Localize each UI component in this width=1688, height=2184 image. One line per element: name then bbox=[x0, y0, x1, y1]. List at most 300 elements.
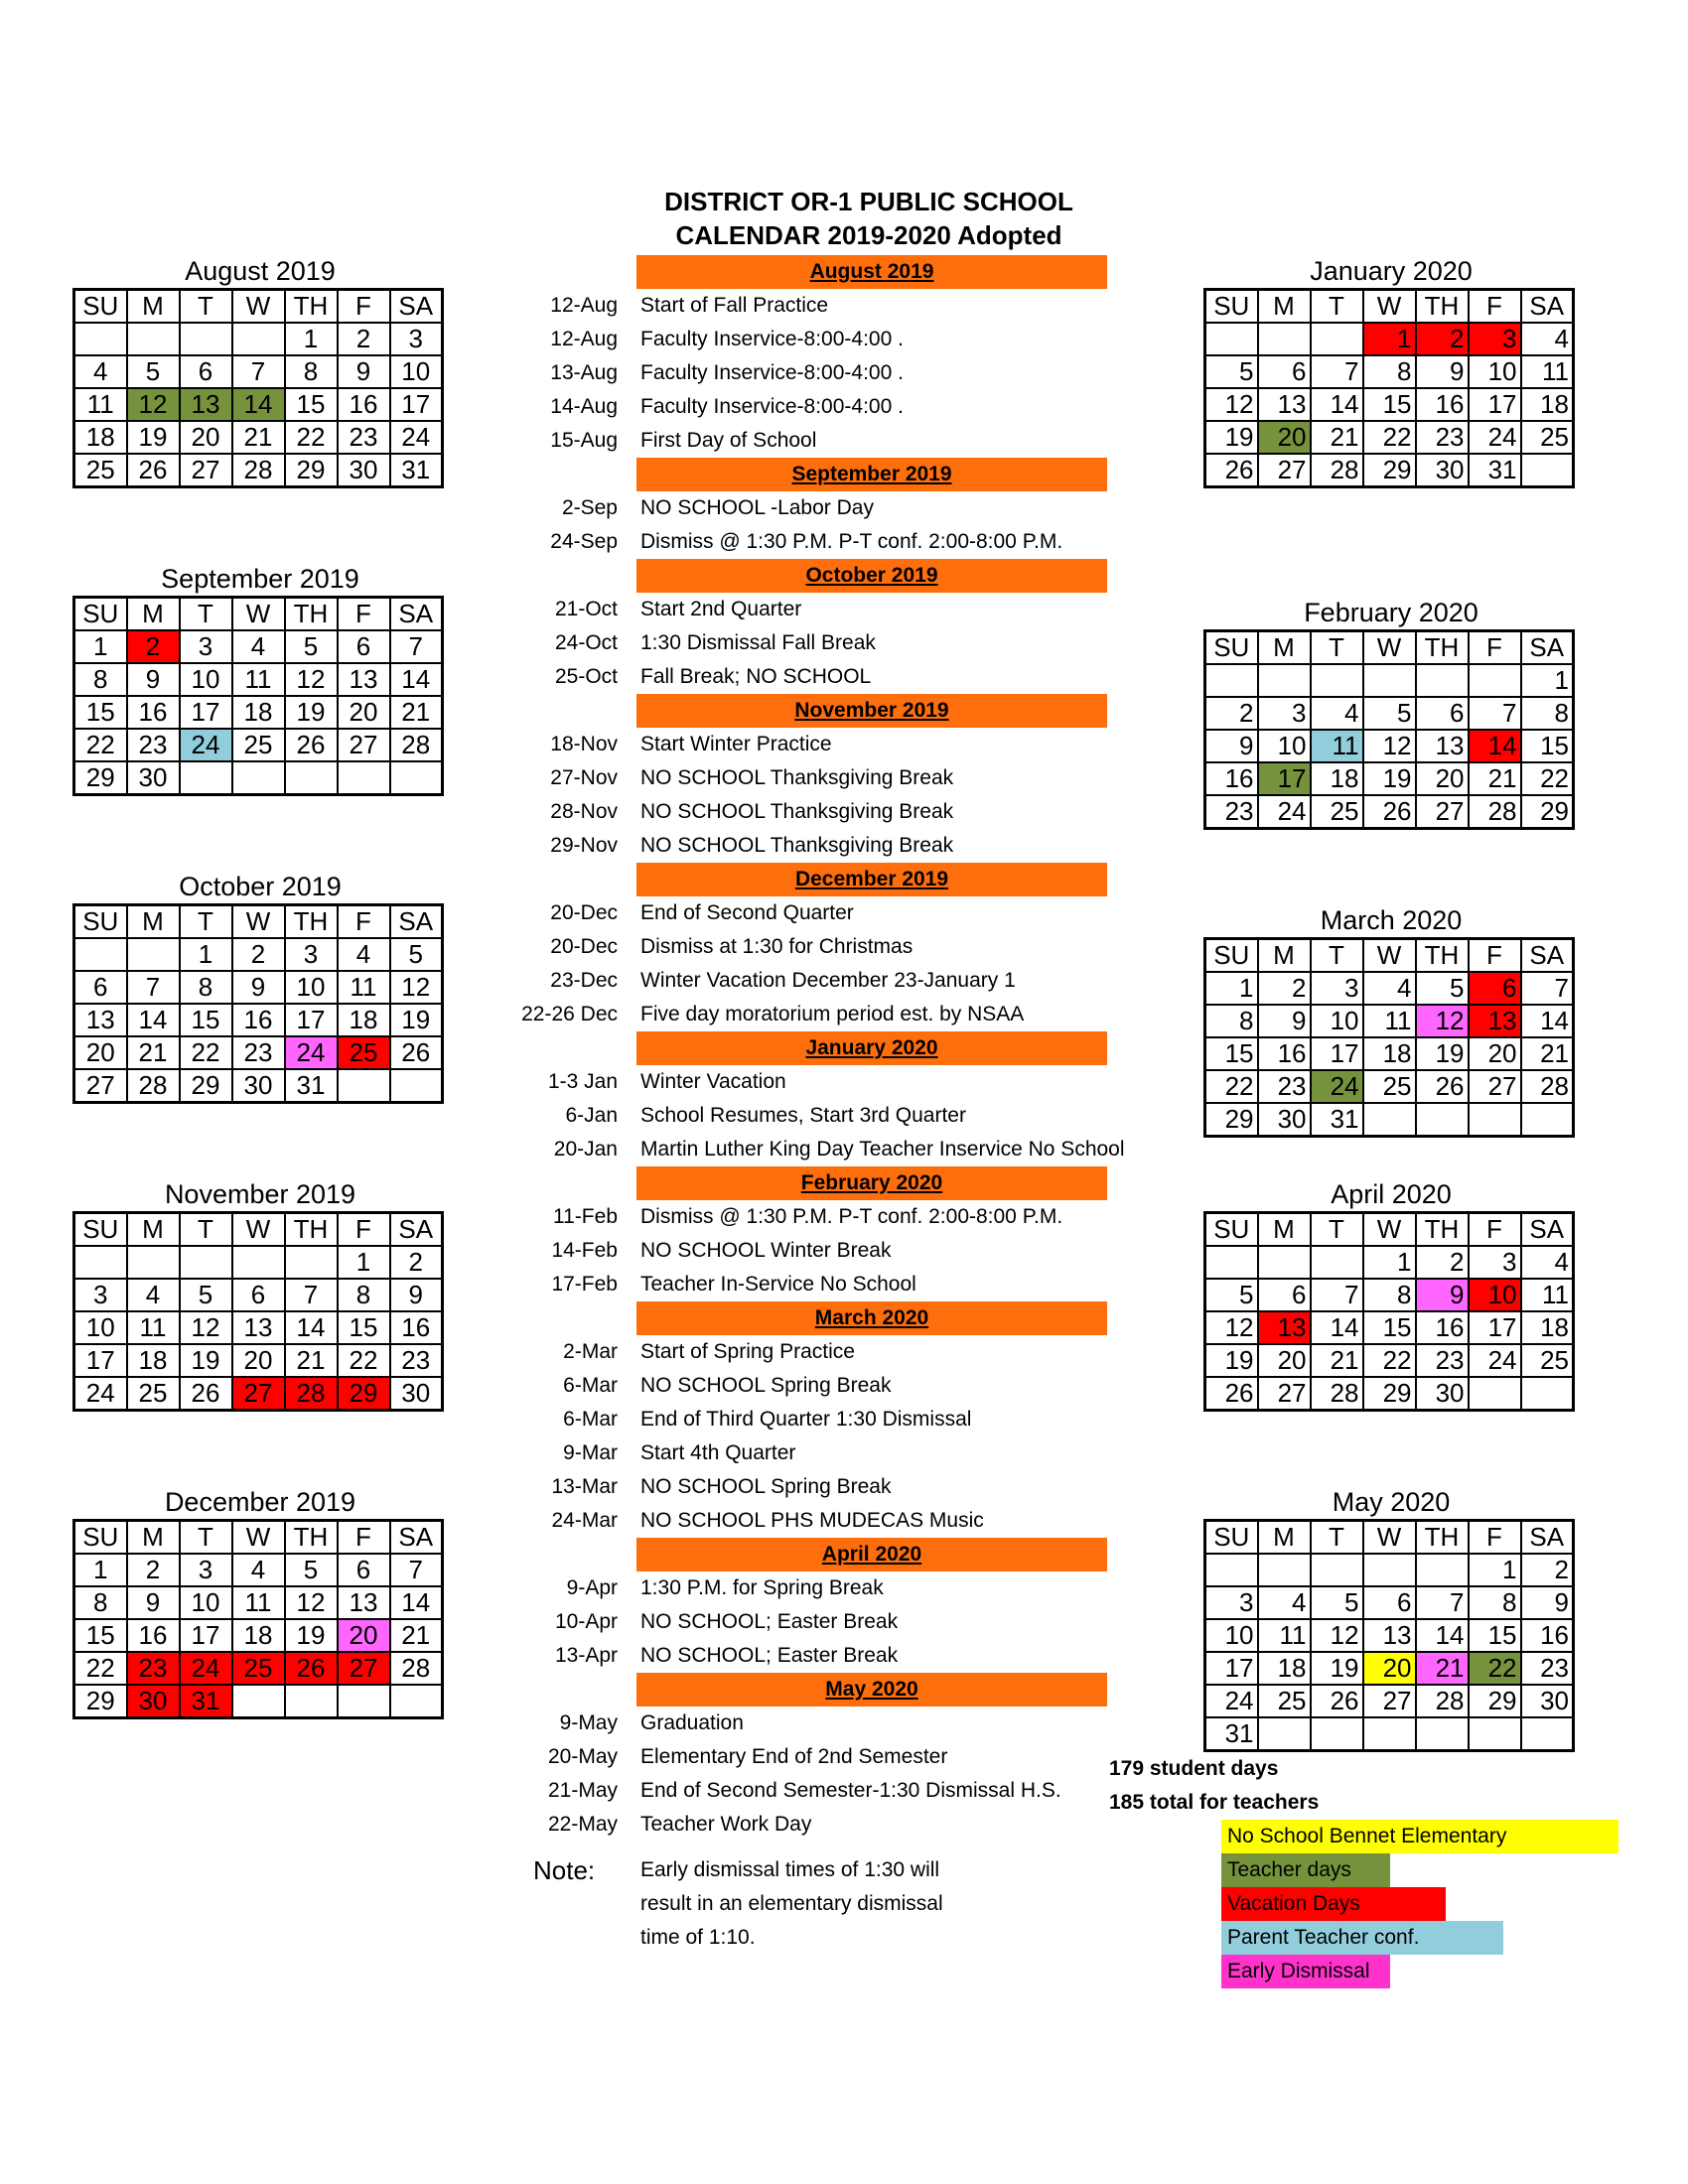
day-cell: 3 bbox=[390, 323, 443, 355]
day-header: SA bbox=[390, 1521, 443, 1555]
empty-cell bbox=[1205, 323, 1258, 355]
week-row bbox=[1205, 1070, 1574, 1103]
week-row bbox=[1205, 762, 1574, 795]
empty-cell bbox=[1469, 1377, 1521, 1411]
day-cell: 26 bbox=[1205, 1377, 1258, 1411]
empty-cell bbox=[74, 938, 127, 971]
day-header: W bbox=[232, 905, 285, 939]
month-header-bar: October 2019 bbox=[636, 559, 1107, 593]
day-header: W bbox=[1363, 1213, 1416, 1247]
empty-cell bbox=[1311, 1246, 1363, 1279]
month-header-bar: December 2019 bbox=[636, 863, 1107, 896]
week-row bbox=[74, 1004, 443, 1036]
day-header: SA bbox=[1521, 631, 1574, 665]
day-cell: 9 bbox=[338, 355, 390, 388]
month-title: March 2020 bbox=[1320, 905, 1463, 935]
day-cell: 30 bbox=[127, 761, 180, 795]
day-cell: 25 bbox=[1363, 1070, 1416, 1103]
day-cell: 5 bbox=[285, 630, 338, 663]
week-row bbox=[1205, 355, 1574, 388]
week-row bbox=[1205, 1005, 1574, 1037]
week-row bbox=[1205, 730, 1574, 762]
day-cell: 18 bbox=[1521, 1311, 1574, 1344]
day-cell: 12 bbox=[180, 1311, 232, 1344]
day-header: SA bbox=[390, 290, 443, 324]
day-header: M bbox=[1258, 1213, 1311, 1247]
week-row bbox=[1205, 1586, 1574, 1619]
empty-cell bbox=[1469, 664, 1521, 697]
day-cell: 20 bbox=[180, 421, 232, 454]
month-header-bar: February 2020 bbox=[636, 1166, 1107, 1200]
empty-cell bbox=[1205, 664, 1258, 697]
day-cell: 15 bbox=[1469, 1619, 1521, 1652]
empty-cell bbox=[232, 761, 285, 795]
day-cell: 15 bbox=[338, 1311, 390, 1344]
week-row bbox=[1205, 1619, 1574, 1652]
day-cell: 23 bbox=[390, 1344, 443, 1377]
day-header: SU bbox=[1205, 1521, 1258, 1555]
event-date: 20-Jan bbox=[553, 1138, 618, 1160]
empty-cell bbox=[1311, 323, 1363, 355]
event-text: Teacher In-Service No School bbox=[640, 1273, 916, 1296]
event-date: 25-Oct bbox=[554, 665, 618, 688]
day-cell: 23 bbox=[232, 1036, 285, 1069]
day-cell: 19 bbox=[1205, 421, 1258, 454]
day-cell: 17 bbox=[1469, 1311, 1521, 1344]
day-cell: 18 bbox=[1258, 1652, 1311, 1685]
event-date: 12-Aug bbox=[550, 328, 618, 350]
day-cell: 7 bbox=[1469, 697, 1521, 730]
day-header: SU bbox=[74, 1213, 127, 1247]
day-cell: 28 bbox=[390, 1652, 443, 1685]
event-date: 20-May bbox=[547, 1745, 618, 1768]
day-cell: 3 bbox=[180, 630, 232, 663]
week-row bbox=[1205, 697, 1574, 730]
day-cell: 23 bbox=[1521, 1652, 1574, 1685]
day-cell: 26 bbox=[1311, 1685, 1363, 1717]
day-cell: 7 bbox=[1416, 1586, 1469, 1619]
week-row bbox=[1205, 1717, 1574, 1751]
day-cell: 7 bbox=[127, 971, 180, 1004]
week-row bbox=[74, 1619, 443, 1652]
week-row bbox=[1205, 421, 1574, 454]
event-date: 6-Mar bbox=[563, 1408, 618, 1431]
event-date: 6-Mar bbox=[563, 1374, 618, 1397]
day-cell: 17 bbox=[1205, 1652, 1258, 1685]
day-header: T bbox=[180, 1213, 232, 1247]
event-text: NO SCHOOL Spring Break bbox=[640, 1374, 892, 1397]
day-cell: 31 bbox=[1311, 1103, 1363, 1137]
day-cell: 24 bbox=[1258, 795, 1311, 829]
month-title: April 2020 bbox=[1331, 1179, 1452, 1209]
day-cell: 11 bbox=[1363, 1005, 1416, 1037]
empty-cell bbox=[180, 323, 232, 355]
event-date: 9-May bbox=[559, 1711, 618, 1734]
day-header: T bbox=[1311, 290, 1363, 324]
day-cell: 3 bbox=[1469, 1246, 1521, 1279]
week-row bbox=[1205, 1246, 1574, 1279]
day-cell: 22 bbox=[74, 1652, 127, 1685]
event-date: 14-Feb bbox=[551, 1239, 618, 1262]
week-row bbox=[74, 1246, 443, 1279]
event-text: Start of Spring Practice bbox=[640, 1340, 855, 1363]
day-cell: 1 bbox=[285, 323, 338, 355]
day-cell: 16 bbox=[1416, 1311, 1469, 1344]
day-cell: 16 bbox=[232, 1004, 285, 1036]
event-text: Martin Luther King Day Teacher Inservice No School bbox=[640, 1138, 1125, 1160]
empty-cell bbox=[1311, 664, 1363, 697]
day-header: SU bbox=[74, 905, 127, 939]
week-row bbox=[74, 1036, 443, 1069]
day-header: TH bbox=[1416, 631, 1469, 665]
day-cell: 13 bbox=[338, 1586, 390, 1619]
day-cell: 6 bbox=[338, 630, 390, 663]
week-row bbox=[74, 1344, 443, 1377]
day-cell: 10 bbox=[285, 971, 338, 1004]
week-row bbox=[74, 761, 443, 795]
empty-cell bbox=[1363, 664, 1416, 697]
day-cell: 8 bbox=[1521, 697, 1574, 730]
day-cell: 11 bbox=[1311, 730, 1363, 762]
day-cell: 3 bbox=[1258, 697, 1311, 730]
day-cell: 16 bbox=[1205, 762, 1258, 795]
day-cell: 25 bbox=[1311, 795, 1363, 829]
day-cell: 16 bbox=[1258, 1037, 1311, 1070]
day-cell: 22 bbox=[338, 1344, 390, 1377]
empty-cell bbox=[1521, 1717, 1574, 1751]
week-row bbox=[74, 1554, 443, 1586]
day-cell: 28 bbox=[232, 454, 285, 487]
event-date: 10-Apr bbox=[554, 1610, 618, 1633]
day-cell: 2 bbox=[1416, 1246, 1469, 1279]
day-cell: 9 bbox=[1416, 355, 1469, 388]
day-cell: 26 bbox=[1205, 454, 1258, 487]
empty-cell bbox=[338, 1685, 390, 1718]
day-cell: 4 bbox=[1311, 697, 1363, 730]
day-cell: 1 bbox=[74, 1554, 127, 1586]
day-header: F bbox=[338, 905, 390, 939]
day-cell: 11 bbox=[1521, 355, 1574, 388]
day-cell: 30 bbox=[1521, 1685, 1574, 1717]
day-header: T bbox=[1311, 939, 1363, 973]
day-cell: 10 bbox=[1469, 1279, 1521, 1311]
day-cell: 29 bbox=[74, 761, 127, 795]
day-cell: 19 bbox=[127, 421, 180, 454]
day-cell: 21 bbox=[1311, 1344, 1363, 1377]
day-cell: 10 bbox=[1469, 355, 1521, 388]
event-text: Five day moratorium period est. by NSAA bbox=[640, 1003, 1025, 1025]
week-row bbox=[1205, 1279, 1574, 1311]
month-grid bbox=[72, 1211, 444, 1412]
empty-cell bbox=[1521, 1377, 1574, 1411]
event-text: Winter Vacation December 23-January 1 bbox=[640, 969, 1016, 992]
event-text: Faculty Inservice-8:00-4:00 . bbox=[640, 361, 904, 384]
empty-cell bbox=[127, 1246, 180, 1279]
day-cell: 30 bbox=[127, 1685, 180, 1718]
event-text: Faculty Inservice-8:00-4:00 . bbox=[640, 328, 904, 350]
day-cell: 8 bbox=[1363, 1279, 1416, 1311]
day-cell: 16 bbox=[127, 696, 180, 729]
day-cell: 26 bbox=[127, 454, 180, 487]
day-cell: 5 bbox=[285, 1554, 338, 1586]
day-cell: 8 bbox=[1205, 1005, 1258, 1037]
day-cell: 1 bbox=[1521, 664, 1574, 697]
day-cell: 11 bbox=[338, 971, 390, 1004]
day-header: TH bbox=[1416, 1521, 1469, 1555]
event-text: NO SCHOOL Winter Break bbox=[640, 1239, 892, 1262]
week-row bbox=[74, 1377, 443, 1411]
day-cell: 5 bbox=[1205, 355, 1258, 388]
day-header: TH bbox=[1416, 1213, 1469, 1247]
day-cell: 13 bbox=[1258, 1311, 1311, 1344]
day-cell: 12 bbox=[1363, 730, 1416, 762]
empty-cell bbox=[285, 1246, 338, 1279]
empty-cell bbox=[285, 1685, 338, 1718]
legend-item: Vacation Days bbox=[1221, 1887, 1446, 1921]
day-header: M bbox=[1258, 631, 1311, 665]
day-cell: 28 bbox=[1416, 1685, 1469, 1717]
day-cell: 26 bbox=[1416, 1070, 1469, 1103]
day-cell: 4 bbox=[74, 355, 127, 388]
month-header-bar: November 2019 bbox=[636, 694, 1107, 728]
day-cell: 28 bbox=[390, 729, 443, 761]
day-cell: 19 bbox=[1311, 1652, 1363, 1685]
day-cell: 14 bbox=[390, 1586, 443, 1619]
day-cell: 1 bbox=[180, 938, 232, 971]
empty-cell bbox=[127, 323, 180, 355]
day-cell: 21 bbox=[285, 1344, 338, 1377]
empty-cell bbox=[232, 323, 285, 355]
day-cell: 4 bbox=[1363, 972, 1416, 1005]
week-row bbox=[1205, 795, 1574, 829]
event-date: 24-Sep bbox=[550, 530, 618, 553]
day-cell: 21 bbox=[232, 421, 285, 454]
day-header: TH bbox=[285, 290, 338, 324]
empty-cell bbox=[390, 1685, 443, 1718]
day-cell: 9 bbox=[1521, 1586, 1574, 1619]
week-row bbox=[1205, 1377, 1574, 1411]
day-cell: 15 bbox=[1363, 1311, 1416, 1344]
event-text: Start Winter Practice bbox=[640, 733, 832, 755]
day-cell: 6 bbox=[180, 355, 232, 388]
day-cell: 2 bbox=[338, 323, 390, 355]
week-row bbox=[74, 1279, 443, 1311]
day-cell: 5 bbox=[390, 938, 443, 971]
event-text: School Resumes, Start 3rd Quarter bbox=[640, 1104, 966, 1127]
day-cell: 13 bbox=[180, 388, 232, 421]
day-cell: 29 bbox=[285, 454, 338, 487]
week-row bbox=[74, 663, 443, 696]
day-cell: 28 bbox=[1521, 1070, 1574, 1103]
empty-cell bbox=[1416, 664, 1469, 697]
day-header: SA bbox=[390, 1213, 443, 1247]
day-cell: 29 bbox=[74, 1685, 127, 1718]
day-cell: 15 bbox=[74, 1619, 127, 1652]
day-cell: 17 bbox=[1311, 1037, 1363, 1070]
day-cell: 21 bbox=[390, 1619, 443, 1652]
week-row bbox=[1205, 1103, 1574, 1137]
day-cell: 1 bbox=[338, 1246, 390, 1279]
empty-cell bbox=[74, 1246, 127, 1279]
day-cell: 18 bbox=[1521, 388, 1574, 421]
day-cell: 24 bbox=[1311, 1070, 1363, 1103]
day-cell: 6 bbox=[232, 1279, 285, 1311]
note-label: Note: bbox=[533, 1855, 596, 1885]
day-cell: 14 bbox=[1416, 1619, 1469, 1652]
empty-cell bbox=[1311, 1554, 1363, 1586]
day-cell: 7 bbox=[390, 1554, 443, 1586]
week-row bbox=[74, 1685, 443, 1718]
day-header: W bbox=[232, 598, 285, 631]
day-cell: 9 bbox=[127, 663, 180, 696]
day-cell: 30 bbox=[1258, 1103, 1311, 1137]
day-cell: 1 bbox=[1205, 972, 1258, 1005]
event-text: Dismiss @ 1:30 P.M. P-T conf. 2:00-8:00 P.M. bbox=[640, 1205, 1063, 1228]
day-cell: 20 bbox=[338, 696, 390, 729]
event-text: NO SCHOOL PHS MUDECAS Music bbox=[640, 1509, 984, 1532]
day-cell: 10 bbox=[180, 663, 232, 696]
day-cell: 30 bbox=[1416, 1377, 1469, 1411]
day-cell: 22 bbox=[180, 1036, 232, 1069]
week-row bbox=[1205, 1652, 1574, 1685]
week-row bbox=[1205, 388, 1574, 421]
day-cell: 20 bbox=[1363, 1652, 1416, 1685]
event-text: Faculty Inservice-8:00-4:00 . bbox=[640, 395, 904, 418]
empty-cell bbox=[285, 761, 338, 795]
day-cell: 6 bbox=[1258, 355, 1311, 388]
day-header: M bbox=[1258, 290, 1311, 324]
day-cell: 15 bbox=[1363, 388, 1416, 421]
empty-cell bbox=[1363, 1554, 1416, 1586]
day-header: F bbox=[1469, 631, 1521, 665]
day-cell: 7 bbox=[1311, 1279, 1363, 1311]
event-date: 13-Mar bbox=[551, 1475, 618, 1498]
day-cell: 16 bbox=[1416, 388, 1469, 421]
day-cell: 3 bbox=[180, 1554, 232, 1586]
month-title: December 2019 bbox=[164, 1487, 356, 1517]
day-header: W bbox=[232, 1213, 285, 1247]
day-header: F bbox=[1469, 1521, 1521, 1555]
day-cell: 19 bbox=[1205, 1344, 1258, 1377]
day-cell: 27 bbox=[1258, 1377, 1311, 1411]
day-cell: 22 bbox=[1363, 1344, 1416, 1377]
event-date: 23-Dec bbox=[550, 969, 618, 992]
day-cell: 30 bbox=[338, 454, 390, 487]
day-cell: 25 bbox=[1521, 1344, 1574, 1377]
day-header: F bbox=[1469, 290, 1521, 324]
event-text: End of Second Quarter bbox=[640, 901, 854, 924]
day-header: SU bbox=[1205, 939, 1258, 973]
day-cell: 7 bbox=[285, 1279, 338, 1311]
day-cell: 13 bbox=[1469, 1005, 1521, 1037]
event-text: End of Third Quarter 1:30 Dismissal bbox=[640, 1408, 972, 1431]
empty-cell bbox=[390, 761, 443, 795]
day-cell: 31 bbox=[1205, 1717, 1258, 1751]
day-cell: 9 bbox=[390, 1279, 443, 1311]
event-date: 20-Dec bbox=[550, 901, 618, 924]
day-cell: 24 bbox=[285, 1036, 338, 1069]
event-text: NO SCHOOL Thanksgiving Break bbox=[640, 766, 954, 789]
day-cell: 8 bbox=[338, 1279, 390, 1311]
day-cell: 2 bbox=[127, 1554, 180, 1586]
day-cell: 31 bbox=[1469, 454, 1521, 487]
day-cell: 23 bbox=[1258, 1070, 1311, 1103]
day-header: TH bbox=[285, 598, 338, 631]
event-date: 1-3 Jan bbox=[547, 1070, 618, 1093]
day-cell: 8 bbox=[74, 1586, 127, 1619]
legend-item: Parent Teacher conf. bbox=[1221, 1921, 1503, 1955]
day-cell: 9 bbox=[232, 971, 285, 1004]
day-cell: 10 bbox=[180, 1586, 232, 1619]
day-header: TH bbox=[285, 905, 338, 939]
event-text: 1:30 Dismissal Fall Break bbox=[640, 631, 876, 654]
week-row bbox=[74, 454, 443, 487]
day-cell: 15 bbox=[180, 1004, 232, 1036]
day-cell: 6 bbox=[1258, 1279, 1311, 1311]
month-header-bar: August 2019 bbox=[636, 255, 1107, 289]
day-cell: 7 bbox=[390, 630, 443, 663]
day-cell: 9 bbox=[1205, 730, 1258, 762]
day-cell: 26 bbox=[390, 1036, 443, 1069]
day-cell: 23 bbox=[127, 729, 180, 761]
day-cell: 20 bbox=[338, 1619, 390, 1652]
day-cell: 9 bbox=[127, 1586, 180, 1619]
month-title: August 2019 bbox=[185, 256, 336, 286]
day-header: F bbox=[338, 1521, 390, 1555]
day-cell: 20 bbox=[1416, 762, 1469, 795]
day-cell: 27 bbox=[338, 729, 390, 761]
event-date: 14-Aug bbox=[550, 395, 618, 418]
day-cell: 29 bbox=[1363, 454, 1416, 487]
event-text: Dismiss at 1:30 for Christmas bbox=[640, 935, 914, 958]
day-cell: 25 bbox=[338, 1036, 390, 1069]
event-date: 28-Nov bbox=[550, 800, 618, 823]
empty-cell bbox=[180, 1246, 232, 1279]
day-cell: 14 bbox=[1311, 1311, 1363, 1344]
note-line: Early dismissal times of 1:30 will bbox=[640, 1858, 940, 1881]
day-header: TH bbox=[1416, 939, 1469, 973]
empty-cell bbox=[1521, 454, 1574, 487]
week-row bbox=[74, 421, 443, 454]
event-date: 9-Apr bbox=[566, 1576, 618, 1599]
day-cell: 8 bbox=[1469, 1586, 1521, 1619]
week-row bbox=[1205, 323, 1574, 355]
event-date: 12-Aug bbox=[550, 294, 618, 317]
empty-cell bbox=[1205, 1554, 1258, 1586]
empty-cell bbox=[1205, 1246, 1258, 1279]
day-cell: 13 bbox=[338, 663, 390, 696]
day-cell: 6 bbox=[74, 971, 127, 1004]
day-cell: 26 bbox=[285, 1652, 338, 1685]
day-cell: 11 bbox=[74, 388, 127, 421]
week-row bbox=[1205, 1344, 1574, 1377]
day-cell: 5 bbox=[127, 355, 180, 388]
day-cell: 27 bbox=[74, 1069, 127, 1103]
event-date: 24-Oct bbox=[554, 631, 618, 654]
day-cell: 4 bbox=[232, 1554, 285, 1586]
day-header: W bbox=[232, 1521, 285, 1555]
day-header: F bbox=[1469, 939, 1521, 973]
month-title: October 2019 bbox=[179, 872, 342, 901]
day-cell: 27 bbox=[1416, 795, 1469, 829]
event-date: 17-Feb bbox=[551, 1273, 618, 1296]
day-cell: 28 bbox=[1311, 454, 1363, 487]
day-cell: 10 bbox=[1205, 1619, 1258, 1652]
day-cell: 8 bbox=[1363, 355, 1416, 388]
day-cell: 2 bbox=[390, 1246, 443, 1279]
day-cell: 1 bbox=[1363, 323, 1416, 355]
day-cell: 4 bbox=[1521, 1246, 1574, 1279]
